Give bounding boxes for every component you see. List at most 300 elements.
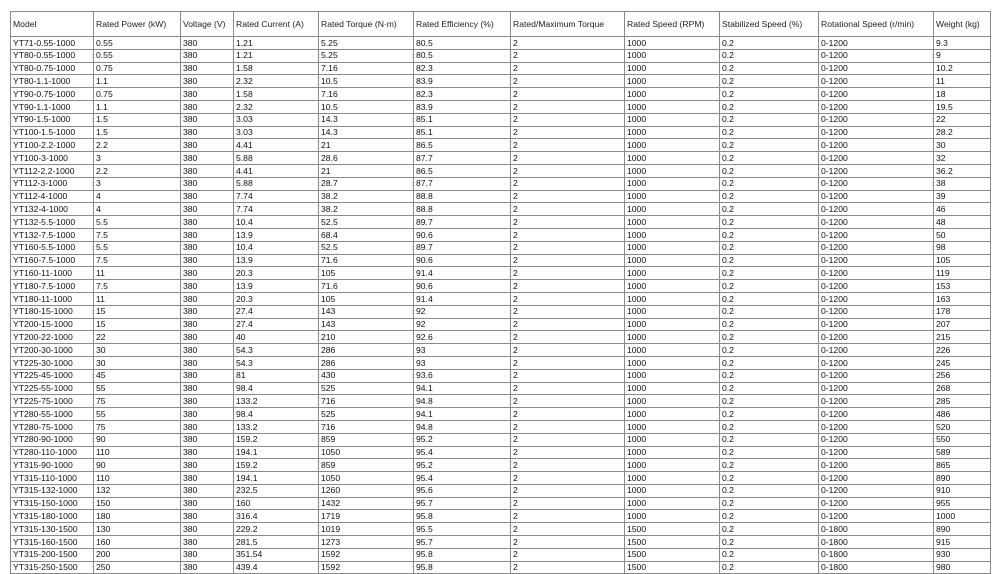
cell-stabilized-speed: 0.2 [720,497,819,510]
cell-rotational-speed: 0-1200 [819,420,934,433]
cell-rated-torque: 143 [319,305,414,318]
cell-rated-torque: 105 [319,267,414,280]
table-row [11,369,991,382]
cell-model: YT200-22-1000 [11,331,94,344]
cell-rated-power: 110 [94,472,181,485]
cell-stabilized-speed: 0.2 [720,318,819,331]
cell-rated-power: 0.75 [94,62,181,75]
cell-voltage: 380 [181,280,234,293]
cell-rated-power: 3 [94,177,181,190]
cell-weight: 930 [934,548,991,561]
cell-stabilized-speed: 0.2 [720,331,819,344]
cell-rated-efficiency: 95.6 [414,484,511,497]
table-row [11,241,991,254]
cell-model: YT80-0.55-1000 [11,49,94,62]
cell-rated-speed: 1000 [625,216,720,229]
table-row [11,523,991,536]
cell-rated-current: 194.1 [234,446,319,459]
cell-rotational-speed: 0-1800 [819,548,934,561]
cell-rated-efficiency: 92.6 [414,331,511,344]
cell-model: YT112-4-1000 [11,190,94,203]
cell-rated-max-torque: 2 [511,164,625,177]
cell-rated-max-torque: 2 [511,228,625,241]
cell-voltage: 380 [181,369,234,382]
cell-model: YT280-90-1000 [11,433,94,446]
cell-rated-current: 10.4 [234,216,319,229]
cell-weight: 28.2 [934,126,991,139]
cell-rated-max-torque: 2 [511,331,625,344]
cell-rated-power: 0.55 [94,49,181,62]
cell-rated-efficiency: 87.7 [414,177,511,190]
cell-weight: 285 [934,395,991,408]
table-row [11,280,991,293]
cell-rotational-speed: 0-1200 [819,241,934,254]
cell-weight: 105 [934,254,991,267]
cell-rotational-speed: 0-1200 [819,497,934,510]
cell-weight: 589 [934,446,991,459]
cell-rated-efficiency: 95.5 [414,523,511,536]
cell-rated-torque: 1273 [319,536,414,549]
cell-rated-max-torque: 2 [511,344,625,357]
cell-voltage: 380 [181,267,234,280]
cell-rotational-speed: 0-1200 [819,216,934,229]
cell-stabilized-speed: 0.2 [720,203,819,216]
cell-rotational-speed: 0-1200 [819,280,934,293]
cell-voltage: 380 [181,561,234,574]
cell-rated-speed: 1000 [625,49,720,62]
cell-rotational-speed: 0-1200 [819,190,934,203]
motor-spec-table [10,11,991,574]
cell-voltage: 380 [181,216,234,229]
cell-weight: 119 [934,267,991,280]
cell-rotational-speed: 0-1200 [819,292,934,305]
cell-model: YT80-1.1-1000 [11,75,94,88]
cell-voltage: 380 [181,113,234,126]
cell-weight: 9 [934,49,991,62]
cell-rated-current: 81 [234,369,319,382]
cell-rated-max-torque: 2 [511,152,625,165]
cell-stabilized-speed: 0.2 [720,548,819,561]
cell-model: YT315-200-1500 [11,548,94,561]
cell-rated-speed: 1000 [625,241,720,254]
cell-model: YT90-1.1-1000 [11,100,94,113]
cell-rated-efficiency: 89.7 [414,241,511,254]
cell-voltage: 380 [181,305,234,318]
cell-stabilized-speed: 0.2 [720,459,819,472]
cell-rated-max-torque: 2 [511,356,625,369]
cell-voltage: 380 [181,433,234,446]
cell-rated-power: 7.5 [94,228,181,241]
cell-rated-speed: 1000 [625,126,720,139]
cell-rated-speed: 1000 [625,267,720,280]
cell-rated-current: 1.21 [234,49,319,62]
cell-rated-max-torque: 2 [511,305,625,318]
cell-stabilized-speed: 0.2 [720,395,819,408]
cell-weight: 18 [934,88,991,101]
cell-rated-max-torque: 2 [511,177,625,190]
table-row [11,459,991,472]
cell-rotational-speed: 0-1800 [819,523,934,536]
cell-stabilized-speed: 0.2 [720,484,819,497]
cell-rated-max-torque: 2 [511,536,625,549]
table-row [11,510,991,523]
cell-rotational-speed: 0-1200 [819,152,934,165]
cell-rated-efficiency: 94.8 [414,395,511,408]
cell-weight: 486 [934,408,991,421]
cell-rated-torque: 1260 [319,484,414,497]
cell-rated-speed: 1000 [625,37,720,50]
table-body [11,37,991,574]
cell-weight: 48 [934,216,991,229]
cell-voltage: 380 [181,536,234,549]
table-row [11,484,991,497]
cell-rated-power: 110 [94,446,181,459]
cell-voltage: 380 [181,497,234,510]
cell-voltage: 380 [181,395,234,408]
cell-rated-efficiency: 82.3 [414,62,511,75]
cell-voltage: 380 [181,139,234,152]
table-row [11,37,991,50]
cell-rated-power: 250 [94,561,181,574]
cell-rated-speed: 1000 [625,152,720,165]
cell-rotational-speed: 0-1200 [819,484,934,497]
cell-rated-max-torque: 2 [511,267,625,280]
cell-rated-speed: 1000 [625,510,720,523]
cell-voltage: 380 [181,37,234,50]
cell-stabilized-speed: 0.2 [720,152,819,165]
cell-model: YT180-11-1000 [11,292,94,305]
table-row [11,113,991,126]
cell-stabilized-speed: 0.2 [720,420,819,433]
cell-rated-current: 13.9 [234,254,319,267]
cell-rated-torque: 105 [319,292,414,305]
cell-rated-current: 7.74 [234,190,319,203]
table-row [11,356,991,369]
cell-model: YT315-250-1500 [11,561,94,574]
column-header-voltage: Voltage (V) [181,12,234,37]
cell-model: YT315-160-1500 [11,536,94,549]
cell-voltage: 380 [181,523,234,536]
cell-rated-max-torque: 2 [511,37,625,50]
cell-stabilized-speed: 0.2 [720,228,819,241]
cell-rated-speed: 1000 [625,433,720,446]
cell-rated-power: 2.2 [94,164,181,177]
cell-rated-efficiency: 95.8 [414,561,511,574]
cell-rated-max-torque: 2 [511,62,625,75]
cell-rated-power: 75 [94,420,181,433]
cell-rated-torque: 1050 [319,446,414,459]
table-row [11,139,991,152]
cell-rated-speed: 1000 [625,344,720,357]
cell-rated-current: 7.74 [234,203,319,216]
table-row [11,190,991,203]
cell-rated-speed: 1000 [625,88,720,101]
cell-rated-current: 194.1 [234,472,319,485]
cell-stabilized-speed: 0.2 [720,510,819,523]
cell-rated-power: 55 [94,382,181,395]
cell-voltage: 380 [181,548,234,561]
cell-model: YT200-15-1000 [11,318,94,331]
cell-rated-max-torque: 2 [511,280,625,293]
table-row [11,152,991,165]
cell-rated-speed: 1000 [625,497,720,510]
cell-rated-current: 439.4 [234,561,319,574]
cell-rated-efficiency: 83.9 [414,75,511,88]
cell-rated-max-torque: 2 [511,203,625,216]
column-header-rated-max-torque: Rated/Maximum Torque [511,12,625,37]
cell-rated-max-torque: 2 [511,216,625,229]
cell-rated-max-torque: 2 [511,561,625,574]
column-header-weight: Weight (kg) [934,12,991,37]
cell-rated-efficiency: 82.3 [414,88,511,101]
cell-voltage: 380 [181,318,234,331]
cell-rated-torque: 10.5 [319,75,414,88]
cell-model: YT80-0.75-1000 [11,62,94,75]
cell-stabilized-speed: 0.2 [720,267,819,280]
cell-weight: 955 [934,497,991,510]
cell-rated-power: 150 [94,497,181,510]
column-header-rated-efficiency: Rated Efficiency (%) [414,12,511,37]
spec-table-container [10,11,990,574]
cell-rated-power: 0.75 [94,88,181,101]
cell-rated-torque: 1050 [319,472,414,485]
cell-rated-max-torque: 2 [511,548,625,561]
cell-rated-current: 351.54 [234,548,319,561]
table-row [11,536,991,549]
cell-rated-efficiency: 94.1 [414,382,511,395]
cell-stabilized-speed: 0.2 [720,280,819,293]
table-row [11,561,991,574]
cell-weight: 36.2 [934,164,991,177]
cell-rated-torque: 7.16 [319,88,414,101]
cell-rated-power: 30 [94,344,181,357]
cell-weight: 268 [934,382,991,395]
cell-rated-efficiency: 93.6 [414,369,511,382]
cell-rated-efficiency: 88.8 [414,190,511,203]
cell-stabilized-speed: 0.2 [720,113,819,126]
cell-rated-max-torque: 2 [511,484,625,497]
table-row [11,318,991,331]
cell-rated-torque: 71.6 [319,280,414,293]
cell-rated-current: 98.4 [234,408,319,421]
cell-rated-current: 229.2 [234,523,319,536]
cell-rated-speed: 1000 [625,472,720,485]
cell-model: YT112-3-1000 [11,177,94,190]
cell-rated-torque: 38.2 [319,190,414,203]
table-row [11,331,991,344]
cell-rated-current: 40 [234,331,319,344]
cell-weight: 46 [934,203,991,216]
cell-weight: 520 [934,420,991,433]
cell-rated-max-torque: 2 [511,523,625,536]
table-row [11,497,991,510]
column-header-rated-torque: Rated Torque (N·m) [319,12,414,37]
cell-rated-max-torque: 2 [511,254,625,267]
cell-rated-efficiency: 93 [414,356,511,369]
cell-rated-max-torque: 2 [511,510,625,523]
cell-weight: 256 [934,369,991,382]
cell-model: YT315-180-1000 [11,510,94,523]
cell-rotational-speed: 0-1200 [819,395,934,408]
cell-voltage: 380 [181,152,234,165]
cell-rated-current: 5.88 [234,177,319,190]
cell-weight: 1000 [934,510,991,523]
cell-stabilized-speed: 0.2 [720,561,819,574]
cell-rated-torque: 5.25 [319,49,414,62]
cell-rotational-speed: 0-1800 [819,561,934,574]
table-row [11,75,991,88]
cell-rated-efficiency: 85.1 [414,113,511,126]
cell-weight: 980 [934,561,991,574]
table-row [11,548,991,561]
cell-rated-power: 4 [94,190,181,203]
cell-rotational-speed: 0-1200 [819,331,934,344]
cell-rated-power: 130 [94,523,181,536]
cell-rated-torque: 143 [319,318,414,331]
cell-rated-efficiency: 80.5 [414,49,511,62]
cell-stabilized-speed: 0.2 [720,382,819,395]
cell-model: YT160-5.5-1000 [11,241,94,254]
cell-weight: 39 [934,190,991,203]
cell-rated-speed: 1000 [625,254,720,267]
cell-rated-max-torque: 2 [511,126,625,139]
cell-rated-power: 15 [94,318,181,331]
cell-rated-torque: 7.16 [319,62,414,75]
cell-rated-current: 98.4 [234,382,319,395]
cell-model: YT225-75-1000 [11,395,94,408]
cell-rated-speed: 1000 [625,177,720,190]
cell-weight: 30 [934,139,991,152]
cell-rated-max-torque: 2 [511,190,625,203]
cell-stabilized-speed: 0.2 [720,126,819,139]
cell-rated-current: 133.2 [234,420,319,433]
cell-model: YT315-110-1000 [11,472,94,485]
column-header-stabilized-speed: Stabilized Speed (%) [720,12,819,37]
cell-model: YT100-2.2-1000 [11,139,94,152]
cell-rated-power: 5.5 [94,216,181,229]
cell-rated-speed: 1000 [625,292,720,305]
cell-rated-max-torque: 2 [511,497,625,510]
cell-model: YT71-0.55-1000 [11,37,94,50]
cell-model: YT315-130-1500 [11,523,94,536]
cell-rated-current: 13.9 [234,280,319,293]
cell-rated-current: 1.21 [234,37,319,50]
cell-rated-speed: 1500 [625,536,720,549]
cell-rated-speed: 1000 [625,484,720,497]
cell-rated-speed: 1000 [625,62,720,75]
cell-rated-current: 13.9 [234,228,319,241]
cell-rated-max-torque: 2 [511,318,625,331]
cell-voltage: 380 [181,446,234,459]
cell-rated-current: 20.3 [234,292,319,305]
cell-rated-max-torque: 2 [511,433,625,446]
cell-stabilized-speed: 0.2 [720,433,819,446]
cell-rated-efficiency: 86.5 [414,139,511,152]
cell-rotational-speed: 0-1200 [819,62,934,75]
cell-weight: 163 [934,292,991,305]
cell-stabilized-speed: 0.2 [720,139,819,152]
cell-rated-torque: 210 [319,331,414,344]
cell-voltage: 380 [181,254,234,267]
cell-rated-max-torque: 2 [511,88,625,101]
cell-rated-speed: 1000 [625,408,720,421]
table-row [11,446,991,459]
cell-rated-efficiency: 95.4 [414,446,511,459]
cell-rotational-speed: 0-1200 [819,472,934,485]
cell-rated-efficiency: 90.6 [414,228,511,241]
cell-rated-current: 1.58 [234,88,319,101]
cell-voltage: 380 [181,241,234,254]
cell-rated-power: 11 [94,267,181,280]
cell-weight: 178 [934,305,991,318]
cell-stabilized-speed: 0.2 [720,536,819,549]
cell-rated-torque: 1019 [319,523,414,536]
cell-rated-speed: 1000 [625,75,720,88]
cell-rated-max-torque: 2 [511,49,625,62]
cell-stabilized-speed: 0.2 [720,37,819,50]
cell-rated-current: 27.4 [234,318,319,331]
cell-stabilized-speed: 0.2 [720,100,819,113]
cell-rated-max-torque: 2 [511,420,625,433]
cell-stabilized-speed: 0.2 [720,75,819,88]
cell-weight: 550 [934,433,991,446]
cell-rated-torque: 28.6 [319,152,414,165]
cell-model: YT315-132-1000 [11,484,94,497]
column-header-rated-current: Rated Current (A) [234,12,319,37]
cell-rated-torque: 430 [319,369,414,382]
cell-weight: 207 [934,318,991,331]
cell-weight: 9.3 [934,37,991,50]
cell-rated-torque: 68.4 [319,228,414,241]
cell-rated-torque: 525 [319,382,414,395]
cell-rated-current: 27.4 [234,305,319,318]
cell-rotational-speed: 0-1200 [819,267,934,280]
cell-weight: 890 [934,523,991,536]
cell-rated-torque: 52.5 [319,241,414,254]
cell-rotational-speed: 0-1200 [819,433,934,446]
cell-model: YT100-3-1000 [11,152,94,165]
cell-voltage: 380 [181,344,234,357]
cell-rated-current: 4.41 [234,139,319,152]
table-row [11,408,991,421]
column-header-rated-power: Rated Power (kW) [94,12,181,37]
cell-rated-torque: 52.5 [319,216,414,229]
cell-model: YT112-2.2-1000 [11,164,94,177]
table-row [11,267,991,280]
cell-rated-power: 90 [94,433,181,446]
cell-rated-efficiency: 91.4 [414,292,511,305]
cell-rotational-speed: 0-1200 [819,446,934,459]
cell-model: YT90-0.75-1000 [11,88,94,101]
cell-model: YT280-55-1000 [11,408,94,421]
cell-rated-current: 54.3 [234,356,319,369]
cell-rated-speed: 1000 [625,395,720,408]
cell-rated-torque: 716 [319,420,414,433]
cell-rated-speed: 1000 [625,459,720,472]
cell-weight: 22 [934,113,991,126]
cell-rated-torque: 286 [319,356,414,369]
cell-voltage: 380 [181,75,234,88]
cell-weight: 38 [934,177,991,190]
cell-rotational-speed: 0-1200 [819,356,934,369]
cell-rated-power: 0.55 [94,37,181,50]
cell-rated-efficiency: 91.4 [414,267,511,280]
cell-rated-speed: 1000 [625,280,720,293]
cell-stabilized-speed: 0.2 [720,356,819,369]
cell-rated-max-torque: 2 [511,446,625,459]
table-row [11,49,991,62]
cell-rotational-speed: 0-1200 [819,510,934,523]
